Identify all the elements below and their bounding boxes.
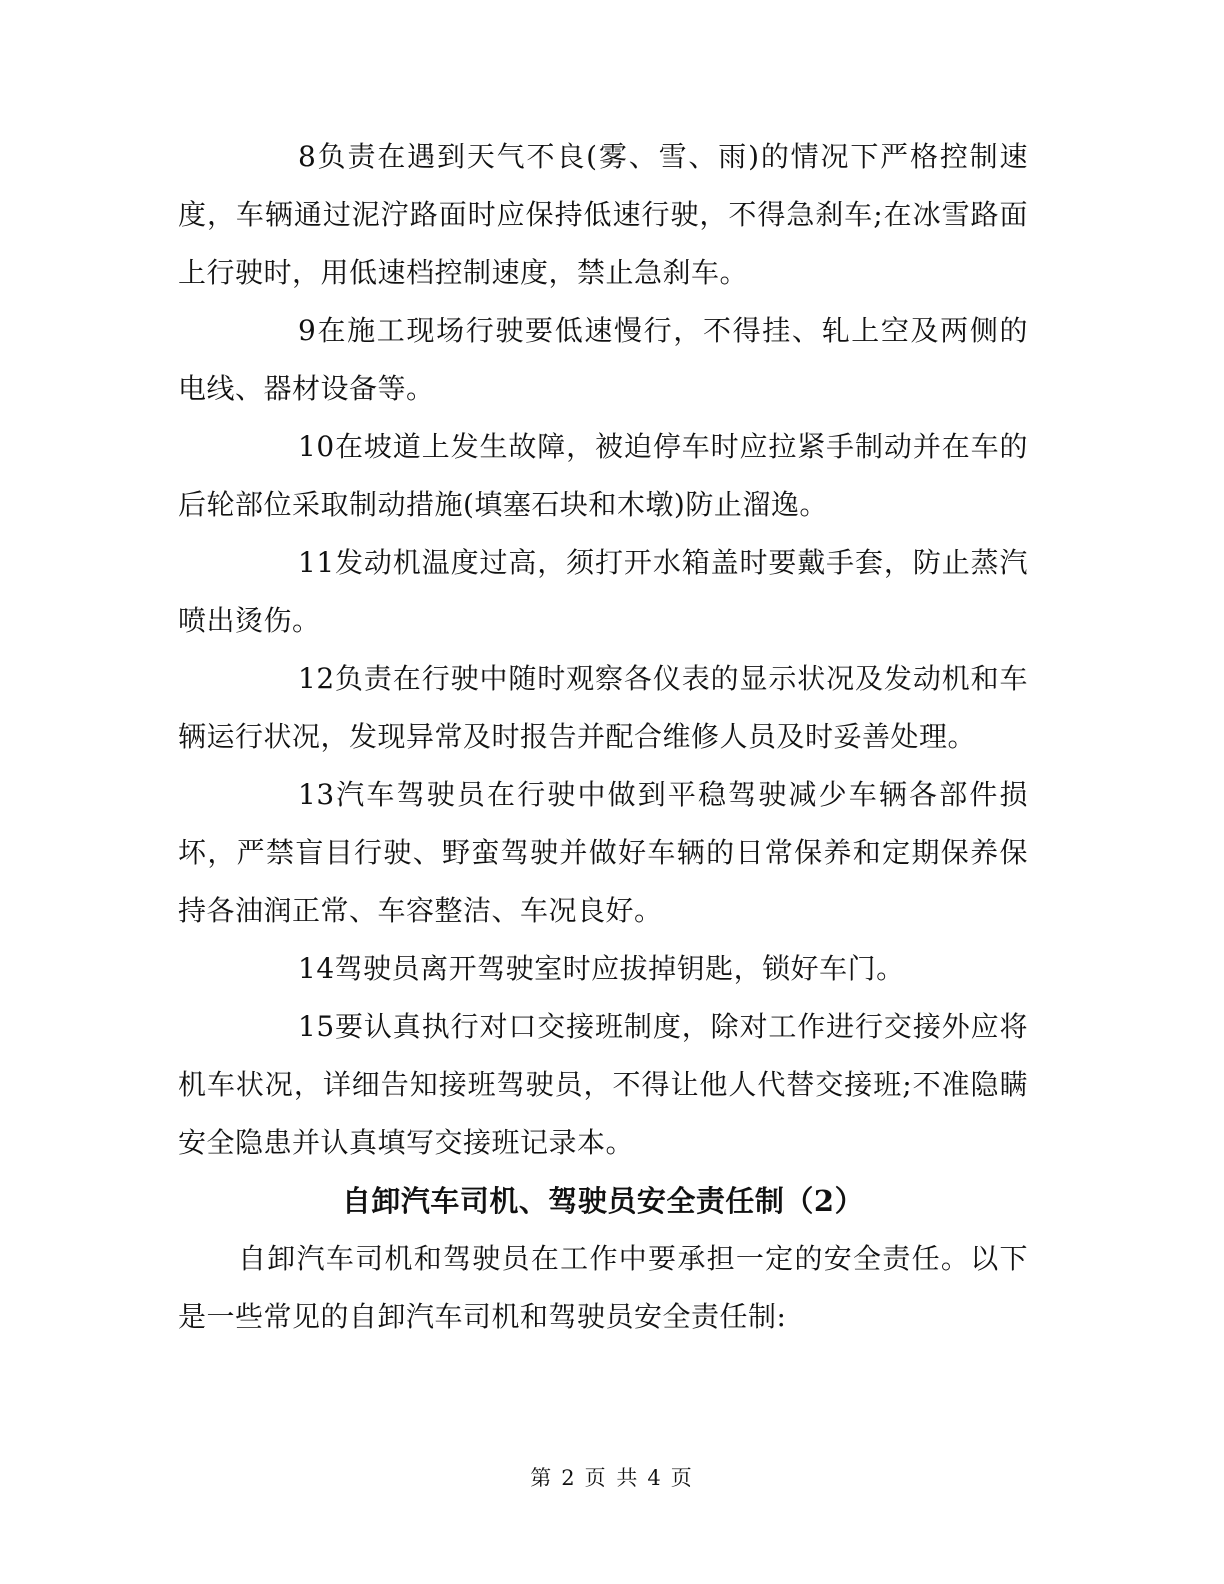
list-item-13 <box>178 766 1028 940</box>
item-text: 汽车驾驶员在行驶中做到平稳驾驶减少车辆各部件损坏，严禁盲目行驶、野蛮驾驶并做好车辆的日常保养和定期保养保持各油润正常、车容整洁、车况良好。 <box>178 778 1028 927</box>
item-text: 负责在行驶中随时观察各仪表的显示状况及发动机和车辆运行状况，发现异常及时报告并配合维修人员及时妥善处理。 <box>178 662 1028 753</box>
item-number: 15 <box>298 1010 335 1043</box>
list-item-10 <box>178 418 1028 534</box>
item-number: 10 <box>298 430 335 463</box>
footer-total-pages: 4 <box>647 1466 663 1490</box>
list-item-8 <box>178 128 1028 302</box>
item-number: 13 <box>298 778 335 811</box>
item-text: 驾驶员离开驾驶室时应拔掉钥匙，锁好车门。 <box>334 952 905 985</box>
intro-paragraph: 自卸汽车司机和驾驶员在工作中要承担一定的安全责任。以下是一些常见的自卸汽车司机和驾驶员安全责任制: <box>178 1242 1028 1333</box>
item-number: 11 <box>298 546 335 579</box>
list-item-14 <box>178 940 1028 998</box>
item-text: 负责在遇到天气不良(雾、雪、雨)的情况下严格控制速度，车辆通过泥泞路面时应保持低速行驶，不得急刹车;在冰雪路面上行驶时，用低速档控制速度，禁止急刹车。 <box>178 140 1028 289</box>
item-text: 发动机温度过高，须打开水箱盖时要戴手套，防止蒸汽喷出烫伤。 <box>178 546 1028 637</box>
page-footer <box>0 1462 1224 1492</box>
list-item-9 <box>178 302 1028 418</box>
item-number: 12 <box>298 662 335 695</box>
list-item-15 <box>178 998 1028 1172</box>
item-number: 14 <box>298 952 335 985</box>
item-text: 要认真执行对口交接班制度，除对工作进行交接外应将机车状况，详细告知接班驾驶员，不得让他人代替交接班;不准隐瞒安全隐患并认真填写交接班记录本。 <box>178 1010 1028 1159</box>
list-item-11 <box>178 534 1028 650</box>
list-item-12 <box>178 650 1028 766</box>
footer-label-end: 页 <box>670 1466 694 1490</box>
item-text: 在施工现场行驶要低速慢行，不得挂、轧上空及两侧的电线、器材设备等。 <box>178 314 1028 405</box>
document-body <box>178 128 1028 1346</box>
item-text: 在坡道上发生故障，被迫停车时应拉紧手制动并在车的后轮部位采取制动措施(填塞石块和木墩)防止溜逸。 <box>178 430 1028 521</box>
section-title: 自卸汽车司机、驾驶员安全责任制（2） <box>341 1184 865 1218</box>
footer-label-page: 第 <box>530 1466 554 1490</box>
footer-current-page: 2 <box>561 1466 577 1490</box>
item-number: 9 <box>298 314 317 347</box>
footer-label-of: 页 共 <box>584 1466 640 1490</box>
item-number: 8 <box>298 140 317 173</box>
